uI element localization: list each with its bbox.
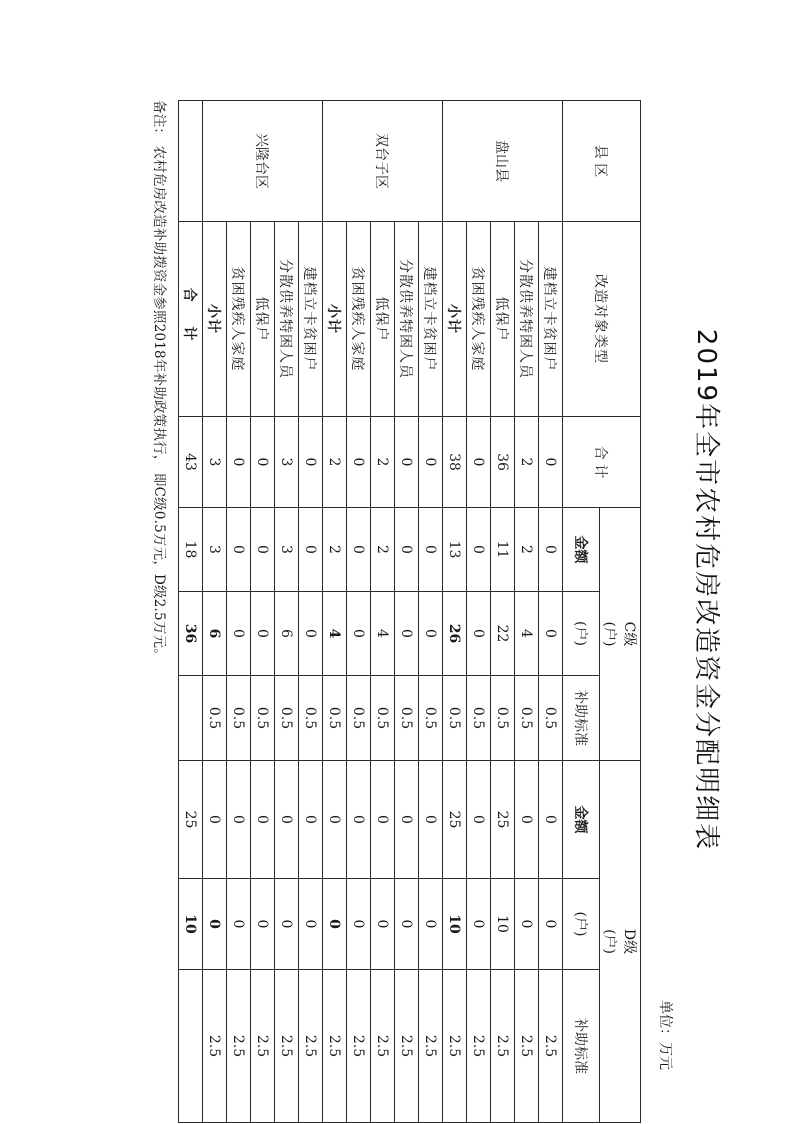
grand-total-row (179, 101, 203, 1123)
type-cell: 贫困残疾人家庭 (347, 222, 371, 417)
header-c-standard: 补助标准 (563, 676, 600, 761)
c-households-cell: 4 (371, 592, 395, 676)
c-amount-cell: 3 (203, 508, 227, 592)
d-households-cell: 0 (347, 879, 371, 970)
header-c-level (600, 508, 641, 761)
county-cell: 双台子区 (323, 101, 443, 222)
c-households-cell: 6 (203, 592, 227, 676)
c-amount-cell: 2 (323, 508, 347, 592)
c-households-cell: 0 (395, 592, 419, 676)
c-amount-cell: 0 (419, 508, 443, 592)
table-row (299, 101, 323, 1123)
d-level-label: D级 (621, 928, 637, 955)
d-standard-cell: 2.5 (299, 970, 323, 1123)
header-d-level (600, 761, 641, 1123)
table-row (491, 101, 515, 1123)
d-amount-cell: 0 (323, 761, 347, 879)
subtotal-row (443, 101, 467, 1123)
c-amount-cell: 13 (443, 508, 467, 592)
d-standard-cell: 2.5 (323, 970, 347, 1123)
subtotal-row (323, 101, 347, 1123)
d-level-unit: (户) (601, 929, 617, 954)
header-c-amount: 金额 (563, 508, 600, 592)
total-cell: 0 (539, 417, 563, 508)
c-amount-cell: 0 (395, 508, 419, 592)
type-cell: 分散供养特困人员 (395, 222, 419, 417)
c-standard-cell: 0.5 (251, 676, 275, 761)
total-cell: 0 (467, 417, 491, 508)
d-households-cell: 0 (515, 879, 539, 970)
table-row (467, 101, 491, 1123)
c-amount-cell: 3 (275, 508, 299, 592)
total-cell: 3 (275, 417, 299, 508)
type-cell: 贫困残疾人家庭 (227, 222, 251, 417)
d-standard-cell: 2.5 (419, 970, 443, 1123)
unit-label: 单位：万元 (657, 1000, 673, 1070)
c-households-cell: 0 (347, 592, 371, 676)
d-amount-cell: 0 (203, 761, 227, 879)
subtotal-label: 小计 (203, 222, 227, 417)
header-type: 改造对象类型 (563, 222, 641, 417)
total-cell: 36 (491, 417, 515, 508)
d-amount-cell: 0 (371, 761, 395, 879)
c-standard-cell: 0.5 (467, 676, 491, 761)
d-standard-cell: 2.5 (275, 970, 299, 1123)
d-households-cell: 10 (491, 879, 515, 970)
header-total: 合 计 (563, 417, 641, 508)
d-amount-cell: 0 (227, 761, 251, 879)
c-households-cell: 0 (539, 592, 563, 676)
total-cell: 2 (515, 417, 539, 508)
d-amount-cell: 0 (299, 761, 323, 879)
d-households-cell: 0 (371, 879, 395, 970)
header-d-standard: 补助标准 (563, 970, 600, 1123)
table-row (515, 101, 539, 1123)
d-amount-cell: 0 (467, 761, 491, 879)
type-cell: 低保户 (371, 222, 395, 417)
d-standard-cell: 2.5 (443, 970, 467, 1123)
d-amount-cell: 0 (539, 761, 563, 879)
c-level-unit: (户) (601, 621, 617, 647)
c-amount-cell: 2 (515, 508, 539, 592)
d-amount-cell: 0 (275, 761, 299, 879)
table-row (251, 101, 275, 1123)
d-standard-cell: 2.5 (251, 970, 275, 1123)
c-standard-cell: 0.5 (299, 676, 323, 761)
c-households-cell: 6 (275, 592, 299, 676)
c-households-cell: 4 (515, 592, 539, 676)
d-standard-cell: 2.5 (395, 970, 419, 1123)
d-households-cell: 0 (539, 879, 563, 970)
d-standard-cell: 2.5 (539, 970, 563, 1123)
total-cell: 0 (419, 417, 443, 508)
c-level-label: C级 (621, 621, 637, 647)
d-households-cell: 0 (323, 879, 347, 970)
d-amount-cell: 0 (515, 761, 539, 879)
total-cell: 38 (443, 417, 467, 508)
type-cell: 分散供养特困人员 (515, 222, 539, 417)
total-cell: 0 (227, 417, 251, 508)
d-households-cell: 0 (203, 879, 227, 970)
d-amount-cell: 25 (443, 761, 467, 879)
d-amount-cell: 0 (419, 761, 443, 879)
c-amount-cell: 0 (299, 508, 323, 592)
subtotal-label: 小计 (443, 222, 467, 417)
c-standard-cell: 0.5 (491, 676, 515, 761)
allocation-table (178, 100, 641, 1123)
d-standard-cell: 2.5 (371, 970, 395, 1123)
d-amount-cell: 0 (251, 761, 275, 879)
grand-total-label: 合 计 (179, 222, 203, 417)
c-households-cell: 0 (467, 592, 491, 676)
d-households-cell: 10 (443, 879, 467, 970)
table-row (347, 101, 371, 1123)
c-standard-cell: 0.5 (203, 676, 227, 761)
document-title: 2019年全市农村危房改造资金分配明细表 (691, 328, 721, 852)
header-county: 县 区 (563, 101, 641, 222)
c-amount-cell: 0 (539, 508, 563, 592)
total-cell: 2 (371, 417, 395, 508)
c-households-cell: 0 (419, 592, 443, 676)
subtotal-label: 小计 (323, 222, 347, 417)
d-standard-cell: 2.5 (467, 970, 491, 1123)
type-cell: 低保户 (251, 222, 275, 417)
total-cell: 2 (323, 417, 347, 508)
total-cell: 0 (395, 417, 419, 508)
grand-total-c-amount: 18 (179, 508, 203, 592)
header-d-households: (户) (563, 879, 600, 970)
c-amount-cell: 0 (227, 508, 251, 592)
c-standard-cell: 0.5 (419, 676, 443, 761)
total-cell: 3 (203, 417, 227, 508)
d-households-cell: 0 (419, 879, 443, 970)
c-standard-cell: 0.5 (395, 676, 419, 761)
c-households-cell: 0 (299, 592, 323, 676)
c-amount-cell: 0 (251, 508, 275, 592)
c-standard-cell: 0.5 (347, 676, 371, 761)
d-amount-cell: 0 (395, 761, 419, 879)
c-standard-cell: 0.5 (227, 676, 251, 761)
d-amount-cell: 0 (347, 761, 371, 879)
header-d-amount: 金额 (563, 761, 600, 879)
subtotal-row (203, 101, 227, 1123)
d-households-cell: 0 (251, 879, 275, 970)
type-cell: 贫困残疾人家庭 (467, 222, 491, 417)
d-households-cell: 0 (227, 879, 251, 970)
c-standard-cell: 0.5 (275, 676, 299, 761)
header-row-1 (600, 101, 641, 1123)
grand-total-d-amount: 25 (179, 761, 203, 879)
county-cell: 盘山县 (443, 101, 563, 222)
county-cell: 兴隆台区 (203, 101, 323, 222)
grand-total-c-standard (179, 676, 203, 761)
total-cell: 0 (251, 417, 275, 508)
type-cell: 低保户 (491, 222, 515, 417)
c-standard-cell: 0.5 (371, 676, 395, 761)
c-amount-cell: 2 (371, 508, 395, 592)
type-cell: 建档立卡贫困户 (419, 222, 443, 417)
grand-total-c-households: 36 (179, 592, 203, 676)
d-households-cell: 0 (299, 879, 323, 970)
c-amount-cell: 0 (467, 508, 491, 592)
c-households-cell: 0 (251, 592, 275, 676)
c-households-cell: 22 (491, 592, 515, 676)
footnote: 备注： 农村危房改造补助拨资金参照2018年补助政策执行， 即C级0.5万元，D级2.5万元。 (151, 100, 167, 662)
c-households-cell: 26 (443, 592, 467, 676)
table-row (227, 101, 251, 1123)
type-cell: 建档立卡贫困户 (539, 222, 563, 417)
d-households-cell: 0 (395, 879, 419, 970)
header-c-households: (户) (563, 592, 600, 676)
d-amount-cell: 25 (491, 761, 515, 879)
table-row (419, 101, 443, 1123)
type-cell: 分散供养特困人员 (275, 222, 299, 417)
table-row (539, 101, 563, 1123)
table-row (275, 101, 299, 1123)
d-standard-cell: 2.5 (347, 970, 371, 1123)
c-amount-cell: 0 (347, 508, 371, 592)
total-cell: 0 (347, 417, 371, 508)
c-standard-cell: 0.5 (443, 676, 467, 761)
d-standard-cell: 2.5 (227, 970, 251, 1123)
table-row (395, 101, 419, 1123)
table-row (371, 101, 395, 1123)
c-standard-cell: 0.5 (323, 676, 347, 761)
d-standard-cell: 2.5 (491, 970, 515, 1123)
c-standard-cell: 0.5 (515, 676, 539, 761)
grand-total-blank (179, 101, 203, 222)
type-cell: 建档立卡贫困户 (299, 222, 323, 417)
c-households-cell: 0 (227, 592, 251, 676)
d-households-cell: 0 (275, 879, 299, 970)
grand-total-d-households: 10 (179, 879, 203, 970)
d-standard-cell: 2.5 (515, 970, 539, 1123)
grand-total-cell: 43 (179, 417, 203, 508)
c-standard-cell: 0.5 (539, 676, 563, 761)
c-households-cell: 4 (323, 592, 347, 676)
c-amount-cell: 11 (491, 508, 515, 592)
d-households-cell: 0 (467, 879, 491, 970)
d-standard-cell: 2.5 (203, 970, 227, 1123)
total-cell: 0 (299, 417, 323, 508)
grand-total-d-standard (179, 970, 203, 1123)
